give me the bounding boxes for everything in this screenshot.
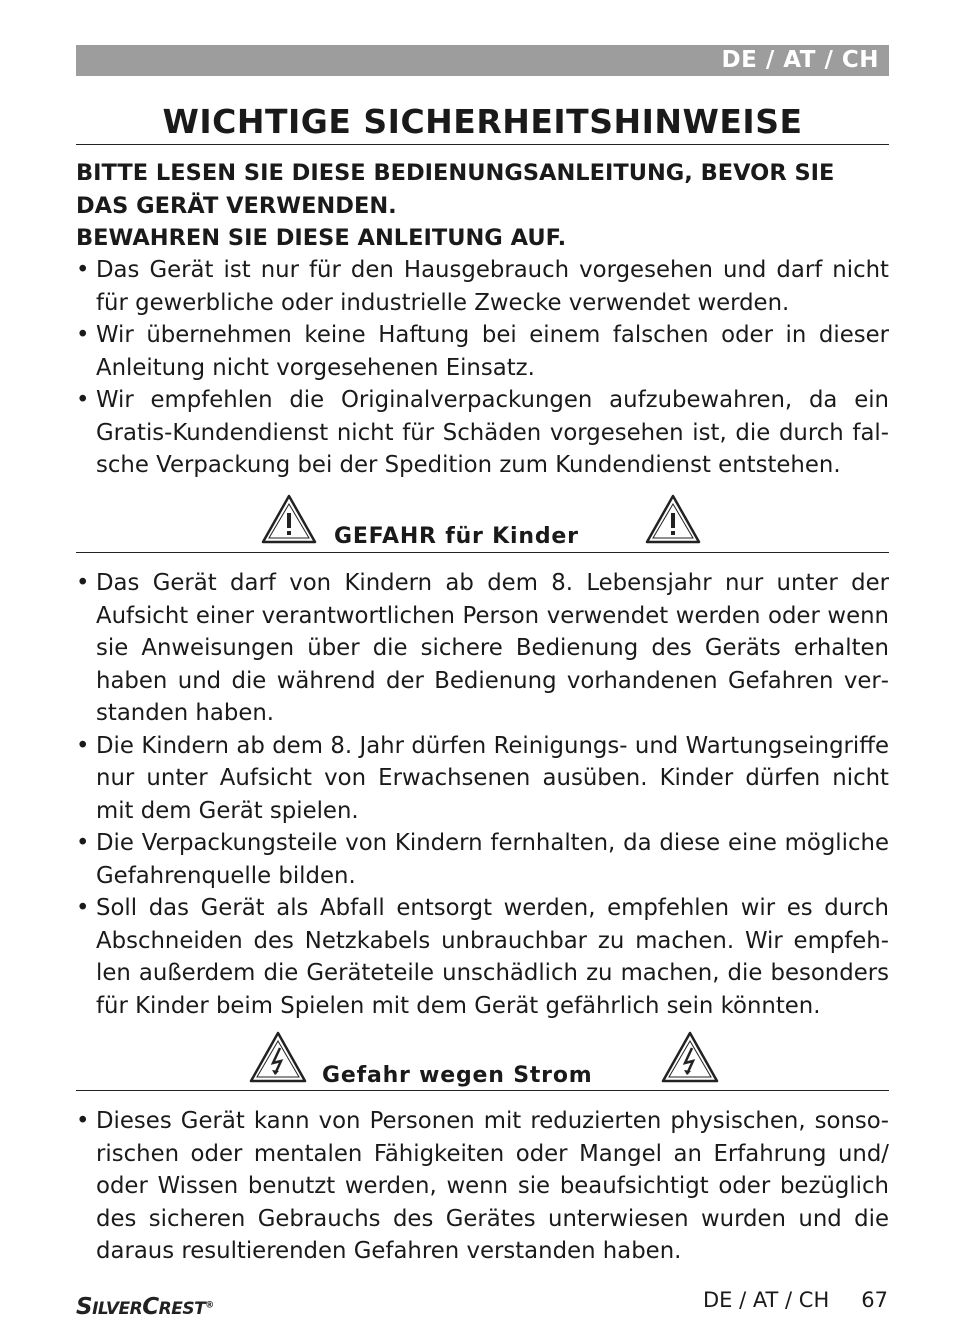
header-region: DE / AT / CH — [721, 47, 879, 73]
silvercrest-logo: SILVERCREST® — [76, 1294, 214, 1320]
section-rule-electric — [76, 1090, 889, 1091]
footer-info — [703, 1288, 888, 1312]
electric-hazard-icon — [660, 1030, 720, 1084]
electric-bullet-list — [76, 1105, 889, 1268]
warning-triangle-icon — [260, 493, 318, 545]
section-heading-children-label: GEFAHR für Kinder — [334, 524, 579, 549]
section-heading-electric-label: Gefahr wegen Strom — [322, 1063, 593, 1088]
intro-line-1: BITTE LESEN SIE DIESE BEDIENUNGSANLEITUNG, BEVOR SIE — [76, 160, 835, 186]
warning-triangle-icon — [644, 493, 702, 545]
section-heading-children — [76, 491, 889, 551]
page-number: 67 — [861, 1288, 888, 1312]
header-bar — [76, 45, 889, 76]
list-item: • Das Gerät ist nur für den Hausgebrauch vorgesehen und darf nicht für gewerbliche oder industrielle Zwecke verwendet werden. — [76, 254, 889, 319]
list-item: • Soll das Gerät als Abfall entsorgt werden, empfehlen wir es durch Abschneiden des Netzkabels unbrauchbar zu machen. Wir empfehlen außerdem die Geräteteile unschädlich zu machen, die besonders für Kinder beim Spielen mit dem Gerät gefährlich sein könnten. — [76, 892, 889, 1022]
intro-line-2: DAS GERÄT VERWENDEN. — [76, 192, 397, 219]
list-item: • Wir empfehlen die Originalverpackungen aufzubewahren, da ein Gratis-Kundendienst nicht für Schäden vorgesehen ist, die durch falsche Verpackung bei der Spedition zum Kundendienst entstehen. — [76, 384, 889, 482]
title-rule — [76, 144, 889, 145]
list-item: • Wir übernehmen keine Haftung bei einem falschen oder in dieser Anleitung nicht vorgesehenen Einsatz. — [76, 319, 889, 384]
list-item: • Die Kindern ab dem 8. Jahr dürfen Reinigungs- und Wartungseingriffe nur unter Aufsicht von Erwachsenen ausüben. Kinder dürfen nicht mit dem Gerät spielen. — [76, 730, 889, 828]
list-item: • Die Verpackungsteile von Kindern fernhalten, da diese eine mögliche Gefahrenquelle bilden. — [76, 827, 889, 892]
general-bullet-list — [76, 254, 889, 482]
section-rule-children — [76, 552, 889, 553]
intro-line-3: BEWAHREN SIE DIESE ANLEITUNG AUF. — [76, 225, 567, 251]
electric-hazard-icon — [248, 1030, 308, 1084]
list-item: • Dieses Gerät kann von Personen mit reduzierten physischen, sonsorischen oder mentalen Fähigkeiten oder Mangel an Erfahrung und/ oder Wissen benutzt werden, wenn sie beaufsichtigt oder bezüglich des sicheren Gebrauchs des Gerätes unterwiesen wurden und die daraus resultierenden Gefahren verstanden haben. — [76, 1105, 889, 1268]
section-heading-electric — [76, 1030, 889, 1090]
page-title: WICHTIGE SICHERHEITSHINWEISE — [162, 102, 803, 141]
list-item: • Das Gerät darf von Kindern ab dem 8. Lebensjahr nur unter der Aufsicht einer verantwortlichen Person verwendet werden oder wenn sie Anweisungen über die sichere Bedienung des Geräts erhalten haben und die während der Bedienung vorhandenen Gefahren verstanden haben. — [76, 567, 889, 730]
intro-notice — [76, 157, 889, 255]
children-bullet-list — [76, 567, 889, 1022]
footer-region: DE / AT / CH — [702, 1288, 830, 1312]
